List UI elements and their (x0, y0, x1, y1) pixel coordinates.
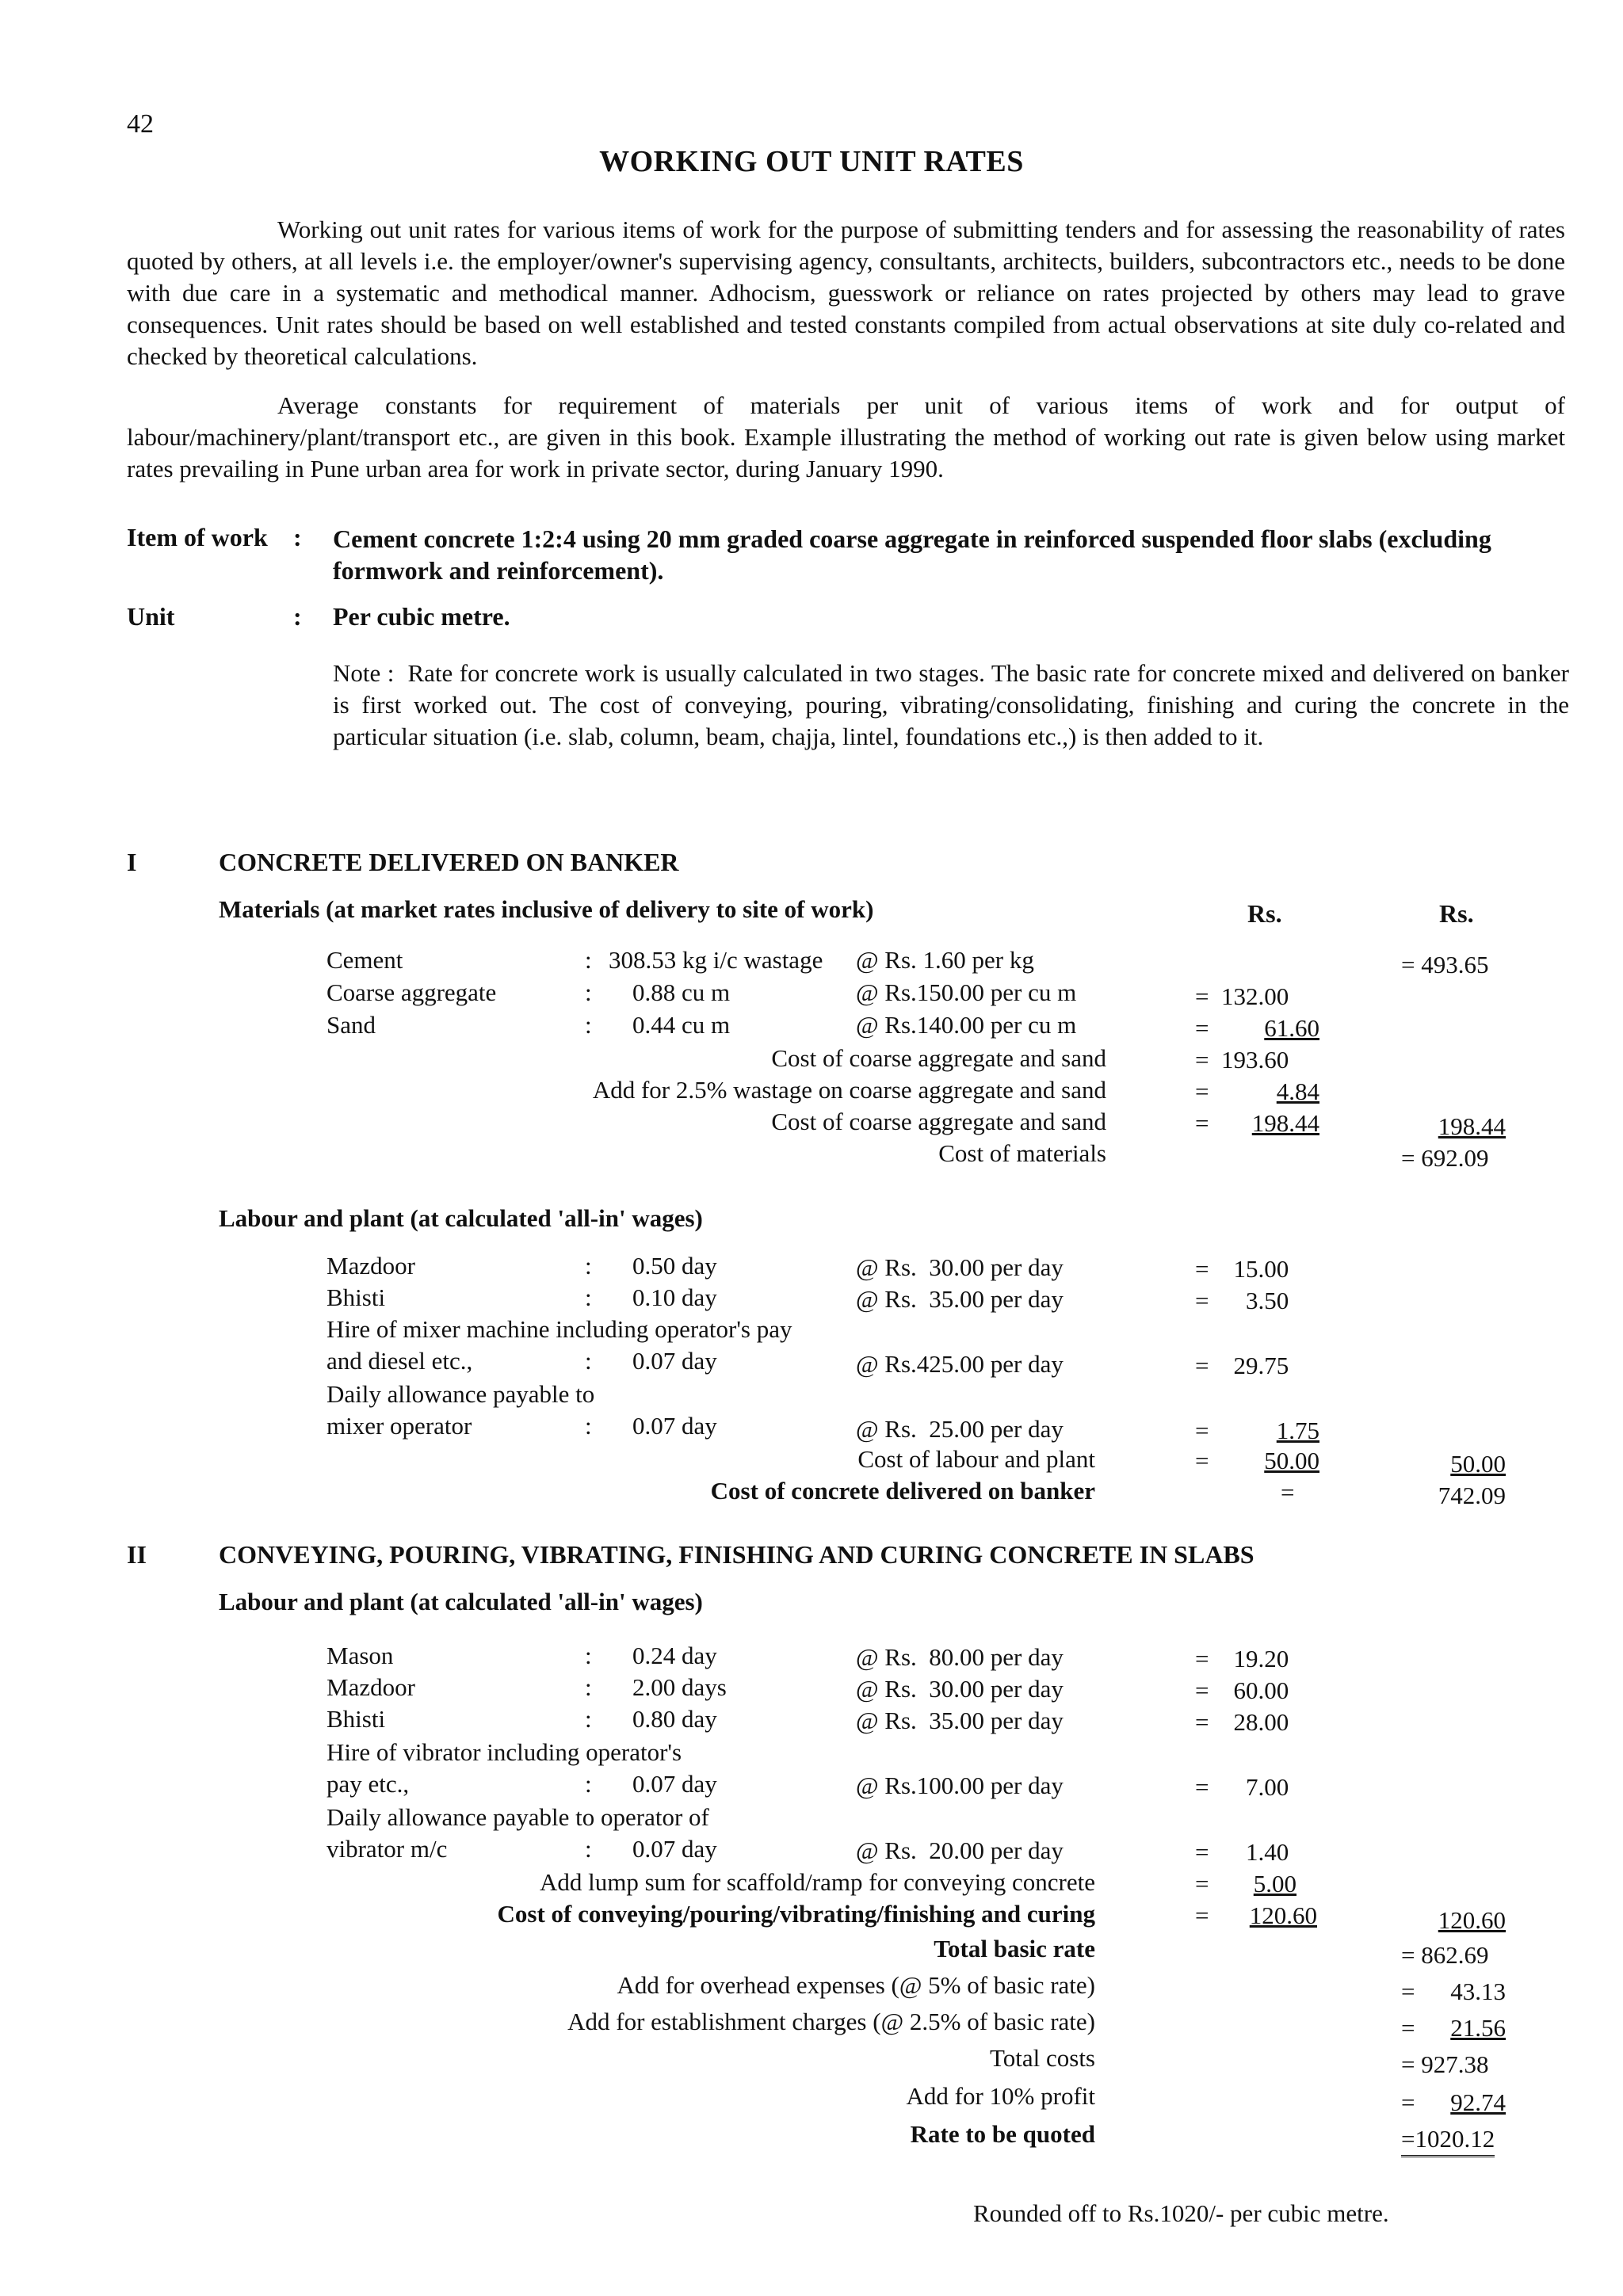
sand-qty: 0.44 cu m (632, 1011, 731, 1039)
item-description: Cement concrete 1:2:4 using 20 mm graded coarse aggregate in reinforced suspended floor slabs (excluding formwork and reinforcement). (333, 524, 1491, 585)
item-colon: : (293, 523, 302, 551)
coarse-aggregate-qty: 0.88 cu m (632, 978, 731, 1006)
cement-qty: 308.53 kg i/c wastage (609, 946, 823, 974)
mason-rate: @ Rs. 80.00 per day (856, 1643, 1064, 1671)
basic-rate-total: = 862.69 (1401, 1941, 1489, 1969)
da-1-amount-eq: = (1195, 1417, 1209, 1444)
labour-cost-eq: = (1195, 1447, 1209, 1474)
item-label: Item of work (127, 523, 268, 551)
ca-sand-cost-label: Cost of coarse aggregate and sand (771, 1044, 1106, 1072)
column-header-rs-2: Rs. (1439, 899, 1474, 928)
banker-cost-label: Cost of concrete delivered on banker (710, 1477, 1095, 1505)
mixer-colon: : (585, 1347, 592, 1375)
section-2-number: II (127, 1540, 147, 1569)
quoted-rate-label: Rate to be quoted (910, 2120, 1095, 2148)
section-1-title: CONCRETE DELIVERED ON BANKER (219, 848, 679, 876)
scaffold-eq: = (1195, 1870, 1209, 1897)
bhisti-1-rate: @ Rs. 35.00 per day (856, 1285, 1064, 1313)
quoted-rate-total: =1020.12 (1401, 2125, 1495, 2157)
conveying-cost-eq: = (1195, 1901, 1209, 1929)
conveying-cost-label: Cost of conveying/pouring/vibrating/finishing and curing (497, 1900, 1095, 1928)
intro-paragraph-1: Working out unit rates for various items of work for the purpose of submitting tenders and for assessing the reasonability of rates quoted by others, at all levels i.e. the employer/owner's supervising agency, consultants, architects, builders, subcontractors etc., needs to be done with due care in a systematic and methodical manner. Adhocism, guesswork or reliance on rates projected by others may lead to grave consequences. Unit rates should be based on well established and tested constants compiled from actual observations at site duly co-related and checked by theoretical calculations. (127, 215, 1565, 370)
mazdoor-1-name: Mazdoor (327, 1252, 415, 1280)
ca-sand-cost2-total: 198.44 (1438, 1112, 1506, 1140)
sand-amount: 61.60 (1264, 1014, 1319, 1042)
vibrator-name: pay etc., (327, 1770, 410, 1798)
mixer-rate: @ Rs.425.00 per day (856, 1350, 1064, 1378)
conveying-cost-total: 120.60 (1438, 1906, 1506, 1934)
labour-cost-amount: 50.00 (1264, 1447, 1319, 1474)
da-2-line-1: Daily allowance payable to operator of (327, 1803, 709, 1831)
mason-colon: : (585, 1642, 592, 1669)
page-number: 42 (127, 109, 154, 139)
rounded-note: Rounded off to Rs.1020/- per cubic metre. (973, 2199, 1389, 2227)
wastage-label: Add for 2.5% wastage on coarse aggregate and sand (592, 1076, 1106, 1104)
banker-cost-eq: = (1281, 1478, 1295, 1506)
scaffold-label: Add lump sum for scaffold/ramp for conveying concrete (539, 1868, 1095, 1896)
bhisti-2-qty: 0.80 day (632, 1705, 717, 1733)
mazdoor-1-rate: @ Rs. 30.00 per day (856, 1253, 1064, 1281)
cement-colon: : (585, 946, 592, 974)
unit-colon: : (293, 602, 302, 631)
mazdoor-1-colon: : (585, 1252, 592, 1280)
sand-amount-eq: = (1195, 1014, 1209, 1042)
bhisti-1-qty: 0.10 day (632, 1283, 717, 1311)
da-1-rate: @ Rs. 25.00 per day (856, 1415, 1064, 1443)
scaffold-amount: 5.00 (1253, 1870, 1296, 1897)
bhisti-1-colon: : (585, 1283, 592, 1311)
coarse-aggregate-name: Coarse aggregate (327, 978, 497, 1006)
labour-cost-label: Cost of labour and plant (857, 1445, 1095, 1473)
bhisti-1-amount: = 3.50 (1195, 1287, 1289, 1314)
cement-total: = 493.65 (1401, 951, 1489, 978)
basic-rate-label: Total basic rate (934, 1935, 1095, 1962)
da-2-colon: : (585, 1835, 592, 1863)
bhisti-2-name: Bhisti (327, 1705, 386, 1733)
bhisti-2-colon: : (585, 1705, 592, 1733)
mazdoor-2-amount: = 60.00 (1195, 1676, 1289, 1704)
wastage-amount-eq: = (1195, 1077, 1209, 1105)
note-block (333, 658, 1569, 753)
total-costs-label: Total costs (989, 2044, 1095, 2072)
da-1-name: mixer operator (327, 1412, 472, 1440)
sand-name: Sand (327, 1011, 376, 1039)
da-1-amount: 1.75 (1276, 1417, 1319, 1444)
ca-sand-cost-amount: = 193.60 (1195, 1046, 1289, 1074)
profit-eq: = (1401, 2088, 1415, 2116)
labour-cost-total: 50.00 (1450, 1450, 1506, 1478)
mason-qty: 0.24 day (632, 1642, 717, 1669)
bhisti-2-rate: @ Rs. 35.00 per day (856, 1707, 1064, 1734)
mazdoor-1-amount: = 15.00 (1195, 1255, 1289, 1283)
da-1-qty: 0.07 day (632, 1412, 717, 1440)
mazdoor-2-rate: @ Rs. 30.00 per day (856, 1675, 1064, 1703)
bhisti-2-amount: = 28.00 (1195, 1708, 1289, 1736)
vibrator-line-1: Hire of vibrator including operator's (327, 1738, 682, 1766)
mason-amount: = 19.20 (1195, 1645, 1289, 1672)
labour-heading-2: Labour and plant (at calculated 'all-in' wages) (219, 1588, 703, 1615)
page-title: WORKING OUT UNIT RATES (599, 145, 1024, 178)
overhead-amount: 43.13 (1450, 1978, 1506, 2005)
total-costs-total: = 927.38 (1401, 2050, 1489, 2078)
intro-paragraph-2: Average constants for requirement of materials per unit of various items of work and for output of labour/machinery/plant/transport etc., are given in this book. Example illustrating the method of working out rate is given below using market rates prevailing in Pune urban area for work in private sector, during January 1990. (127, 391, 1565, 482)
mixer-amount: = 29.75 (1195, 1352, 1289, 1379)
sand-rate: @ Rs.140.00 per cu m (856, 1011, 1077, 1039)
sand-colon: : (585, 1011, 592, 1039)
da-1-colon: : (585, 1412, 592, 1440)
da-2-rate: @ Rs. 20.00 per day (856, 1836, 1064, 1864)
ca-sand-cost2-amount: 198.44 (1251, 1109, 1319, 1137)
section-2-title: CONVEYING, POURING, VIBRATING, FINISHING AND CURING CONCRETE IN SLABS (219, 1540, 1254, 1569)
bhisti-1-name: Bhisti (327, 1283, 386, 1311)
column-header-rs-1: Rs. (1247, 899, 1282, 928)
unit-value: Per cubic metre. (333, 602, 510, 631)
materials-cost-total: = 692.09 (1401, 1144, 1489, 1172)
vibrator-rate: @ Rs.100.00 per day (856, 1772, 1064, 1799)
note-label: Note : (333, 659, 395, 687)
labour-heading-1: Labour and plant (at calculated 'all-in' wages) (219, 1204, 703, 1232)
establishment-label: Add for establishment charges (@ 2.5% of basic rate) (567, 2008, 1095, 2035)
mixer-name: and diesel etc., (327, 1347, 473, 1375)
mazdoor-1-qty: 0.50 day (632, 1252, 717, 1280)
establishment-eq: = (1401, 2014, 1415, 2042)
overhead-label: Add for overhead expenses (@ 5% of basic rate) (617, 1971, 1095, 1999)
mazdoor-2-colon: : (585, 1673, 592, 1701)
coarse-aggregate-amount: = 132.00 (1195, 982, 1289, 1010)
overhead-eq: = (1401, 1978, 1415, 2005)
da-2-qty: 0.07 day (632, 1835, 717, 1863)
mazdoor-2-name: Mazdoor (327, 1673, 415, 1701)
cement-rate: @ Rs. 1.60 per kg (856, 946, 1034, 974)
mixer-line-1: Hire of mixer machine including operator's pay (327, 1315, 792, 1343)
mazdoor-2-qty: 2.00 days (632, 1673, 727, 1701)
conveying-cost-amount: 120.60 (1249, 1901, 1317, 1929)
profit-amount: 92.74 (1450, 2088, 1506, 2116)
establishment-amount: 21.56 (1450, 2014, 1506, 2042)
da-1-line-1: Daily allowance payable to (327, 1380, 595, 1408)
vibrator-qty: 0.07 day (632, 1770, 717, 1798)
vibrator-amount: = 7.00 (1195, 1773, 1289, 1801)
materials-heading: Materials (at market rates inclusive of delivery to site of work) (219, 895, 874, 923)
mixer-qty: 0.07 day (632, 1347, 717, 1375)
profit-label: Add for 10% profit (906, 2082, 1095, 2110)
mason-name: Mason (327, 1642, 394, 1669)
coarse-aggregate-colon: : (585, 978, 592, 1006)
vibrator-colon: : (585, 1770, 592, 1798)
note-text: Rate for concrete work is usually calculated in two stages. The basic rate for concrete mixed and delivered on banker is first worked out. The cost of conveying, pouring, vibrating/consolidating, finishing and curing the concrete in the particular situation (i.e. slab, column, beam, chajja, lintel, foundations etc.,) is then added to it. (333, 659, 1569, 750)
ca-sand-cost2-eq: = (1195, 1109, 1209, 1137)
da-2-amount: = 1.40 (1195, 1838, 1289, 1866)
unit-label: Unit (127, 602, 175, 631)
materials-cost-label: Cost of materials (938, 1139, 1106, 1167)
da-2-name: vibrator m/c (327, 1835, 448, 1863)
banker-cost-total: 742.09 (1438, 1482, 1506, 1509)
cement-name: Cement (327, 946, 403, 974)
coarse-aggregate-rate: @ Rs.150.00 per cu m (856, 978, 1077, 1006)
wastage-amount: 4.84 (1276, 1077, 1319, 1105)
section-1-number: I (127, 848, 137, 876)
ca-sand-cost2-label: Cost of coarse aggregate and sand (771, 1108, 1106, 1135)
